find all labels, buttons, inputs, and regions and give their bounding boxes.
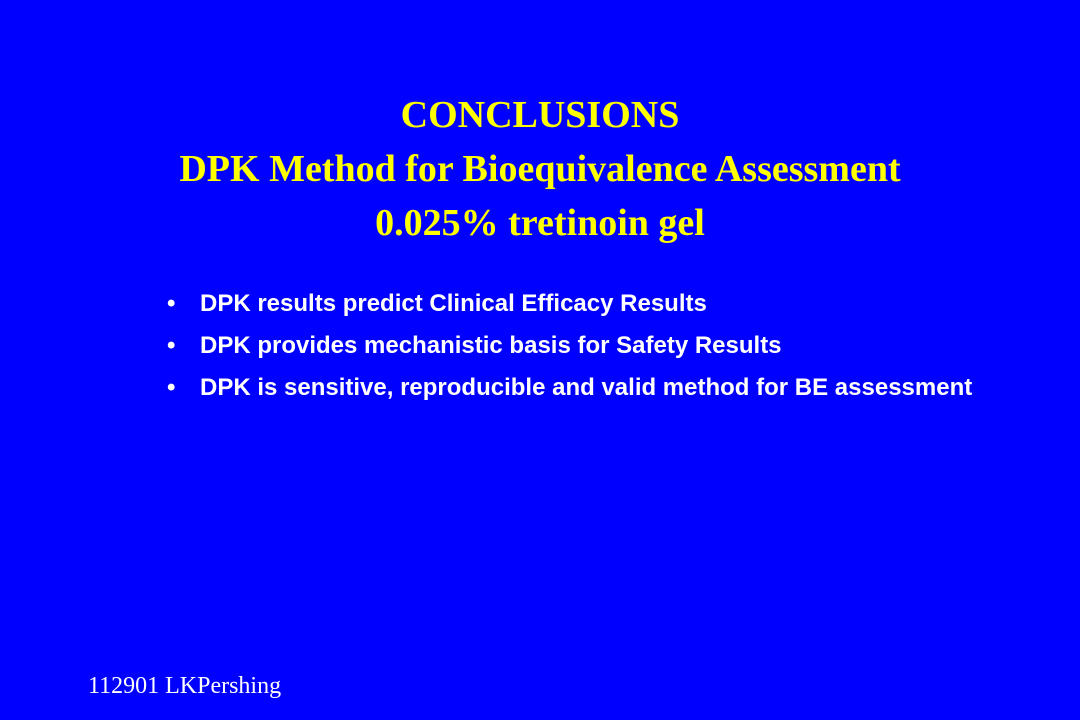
- bullet-list: [165, 286, 1025, 412]
- bullet-icon: •: [167, 374, 176, 401]
- bullet-icon: •: [167, 290, 176, 317]
- bullet-text: DPK provides mechanistic basis for Safety Results: [200, 332, 782, 359]
- slide-footer: 112901 LKPershing: [88, 673, 282, 699]
- title-line-2: DPK Method for Bioequivalence Assessment: [179, 148, 901, 190]
- bullet-text: DPK is sensitive, reproducible and valid method for BE assessment: [200, 374, 973, 401]
- slide-title: [0, 88, 1080, 250]
- title-line-3: 0.025% tretinoin gel: [375, 202, 705, 244]
- bullet-item-1: [165, 286, 1025, 322]
- bullet-item-3: [165, 370, 1025, 406]
- bullet-item-2: [165, 328, 1025, 364]
- bullet-icon: •: [167, 332, 176, 359]
- bullet-text: DPK results predict Clinical Efficacy Results: [200, 290, 707, 317]
- title-line-1: CONCLUSIONS: [400, 94, 680, 136]
